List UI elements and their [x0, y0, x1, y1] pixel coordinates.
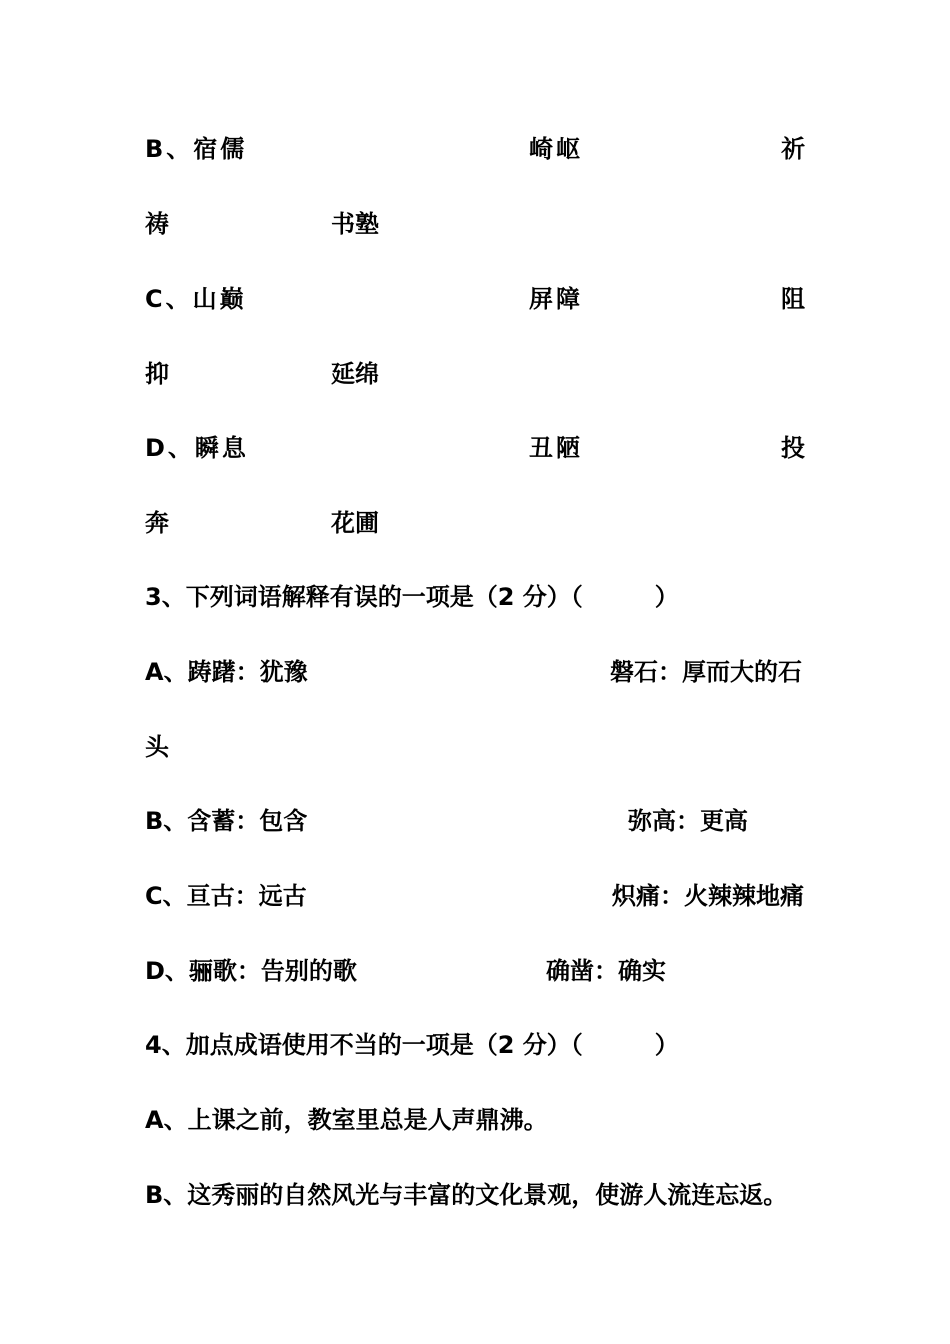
q3-option-c-right: 炽痛：火辣辣地痛 [612, 882, 804, 910]
q3-stem: 3、下列词语解释有误的一项是（2 分）（ ） [145, 583, 679, 611]
q2-option-b-word3-part1: 祈 [781, 135, 805, 163]
q4-option-b: B、这秀丽的自然风光与丰富的文化景观，使游人流连忘返。 [145, 1181, 788, 1209]
q2-option-c-word3-part1: 阻 [781, 285, 805, 313]
q3-option-b-right: 弥高：更高 [628, 807, 748, 835]
q2-option-b-word2: 崎岖 [529, 135, 583, 163]
q2-option-c-word3-part2: 抑 [145, 360, 169, 388]
q3-option-a-wrap: 头 [145, 733, 169, 761]
q4-stem: 4、加点成语使用不当的一项是（2 分）（ ） [145, 1031, 679, 1059]
q2-option-d-word3-part1: 投 [781, 434, 805, 462]
q2-option-d-label: D、瞬息 [145, 434, 249, 462]
q2-option-b-label: B、宿儒 [145, 135, 248, 163]
q2-option-b-word4: 书塾 [331, 210, 379, 238]
q2-option-d-word3-part2: 奔 [145, 509, 169, 537]
q2-option-c-label: C、山巅 [145, 285, 247, 313]
q3-option-a-left: A、踌躇：犹豫 [145, 658, 308, 686]
q3-option-c-left: C、亘古：远古 [145, 882, 307, 910]
q2-option-c-word4: 延绵 [331, 360, 379, 388]
q4-option-a: A、上课之前，教室里总是人声鼎沸。 [145, 1106, 548, 1134]
q3-option-d-right: 确凿：确实 [546, 957, 666, 985]
q2-option-d-word4: 花圃 [331, 509, 379, 537]
q3-option-b-left: B、含蓄：包含 [145, 807, 308, 835]
q2-option-d-word2: 丑陋 [529, 434, 583, 462]
q3-option-d-left: D、骊歌：告别的歌 [145, 957, 357, 985]
q2-option-c-word2: 屏障 [529, 285, 583, 313]
q3-option-a-right: 磐石：厚而大的石 [610, 658, 802, 686]
q2-option-b-word3-part2: 祷 [145, 210, 169, 238]
